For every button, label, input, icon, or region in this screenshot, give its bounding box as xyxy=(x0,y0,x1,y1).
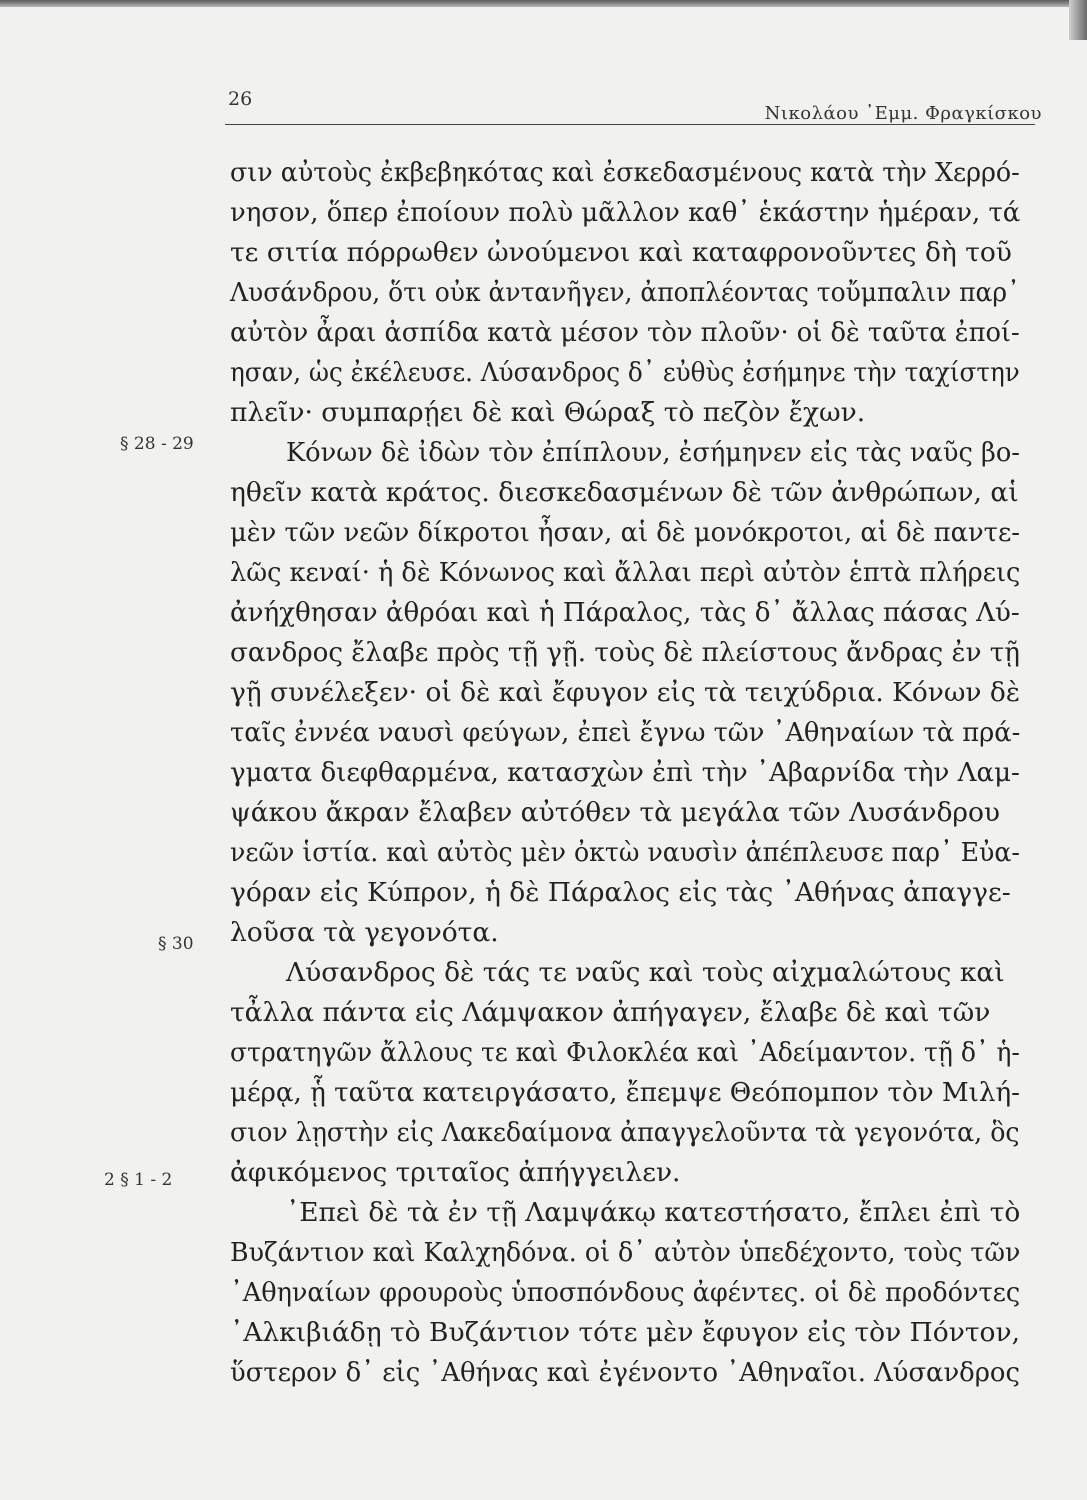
text-line: ταῖς ἐννέα ναυσὶ φεύγων, ἐπεὶ ἔγνω τῶν ᾽Αθηναίων τὰ πρά- xyxy=(230,717,1021,748)
text-line: πλεῖν· συμπαρῄει δὲ καὶ Θώραξ τὸ πεζὸν ἔχων. xyxy=(230,397,866,428)
page-number: 26 xyxy=(228,88,253,110)
text-line: σιον λῃστὴν εἰς Λακεδαίμονα ἀπαγγελοῦντα τὰ γεγονότα, ὃς xyxy=(230,1117,1020,1148)
running-head: Νικολάου ᾽Εμμ. Φραγκίσκου xyxy=(764,103,1042,124)
text-line: νεῶν ἱστία. καὶ αὐτὸς μὲν ὀκτὼ ναυσὶν ἀπέπλευσε παρ᾽ Εὐα- xyxy=(230,837,1020,868)
text-line: ψάκου ἄκραν ἔλαβεν αὐτόθεν τὰ μεγάλα τῶν Λυσάνδρου xyxy=(230,797,1001,828)
text-line: σανδρος ἔλαβε πρὸς τῇ γῇ. τοὺς δὲ πλείστους ἄνδρας ἐν τῇ xyxy=(230,637,1020,668)
text-line: ὕστερον δ᾽ εἰς ᾽Αθήνας καὶ ἐγένοντο ᾽Αθηναῖοι. Λύσανδρος xyxy=(230,1357,1020,1388)
text-line: ᾽Αλκιβιάδῃ τὸ Βυζάντιον τότε μὲν ἔφυγον εἰς τὸν Πόντον, xyxy=(230,1317,1020,1348)
text-line: ᾽Επεὶ δὲ τὰ ἐν τῇ Λαμψάκῳ κατεστήσατο, ἔπλει ἐπὶ τὸ xyxy=(286,1197,1021,1228)
text-line: Βυζάντιον καὶ Καλχηδόνα. οἱ δ᾽ αὐτὸν ὑπεδέχοντο, τοὺς τῶν xyxy=(230,1237,1021,1268)
scan-corner-shadow xyxy=(1069,0,1087,40)
section-marker: 2 § 1 - 2 xyxy=(104,1170,173,1190)
text-line: τἆλλα πάντα εἰς Λάμψακον ἀπήγαγεν, ἔλαβε δὲ καὶ τῶν xyxy=(230,997,991,1028)
text-line: ηθεῖν κατὰ κράτος. διεσκεδασμένων δὲ τῶν ἀνθρώπων, αἱ xyxy=(230,477,1019,508)
text-line: μὲν τῶν νεῶν δίκροτοι ἦσαν, αἱ δὲ μονόκροτοι, αἱ δὲ παντε- xyxy=(230,517,1021,548)
text-line: Κόνων δὲ ἰδὼν τὸν ἐπίπλουν, ἐσήμηνεν εἰς τὰς ναῦς βο- xyxy=(286,437,1020,468)
text-line: λοῦσα τὰ γεγονότα. xyxy=(230,917,499,948)
text-line: σιν αὐτοὺς ἐκβεβηκότας καὶ ἐσκεδασμένους κατὰ τὴν Χερρό- xyxy=(230,157,1020,188)
text-line: γματα διεφθαρμένα, κατασχὼν ἐπὶ τὴν ᾽Αβαρνίδα τὴν Λαμ- xyxy=(230,757,1020,788)
text-line: Λυσάνδρου, ὅτι οὐκ ἀντανῆγεν, ἀποπλέοντας τοὔμπαλιν παρ᾽ xyxy=(230,277,1020,308)
header-rule xyxy=(225,124,1035,125)
text-line: ᾽Αθηναίων φρουροὺς ὑποσπόνδους ἀφέντες. οἱ δὲ προδόντες xyxy=(230,1277,1021,1308)
text-line: Λύσανδρος δὲ τάς τε ναῦς καὶ τοὺς αἰχμαλώτους καὶ xyxy=(286,957,1005,988)
section-marker: § 28 - 29 xyxy=(120,434,194,454)
text-line: ἀφικόμενος τριταῖος ἀπήγγειλεν. xyxy=(230,1157,681,1188)
text-line: μέρᾳ, ᾗ ταῦτα κατειργάσατο, ἔπεμψε Θεόπομπον τὸν Μιλή- xyxy=(230,1077,1020,1108)
section-marker: § 30 xyxy=(158,934,194,954)
text-line: νησον, ὅπερ ἐποίουν πολὺ μᾶλλον καθ᾽ ἑκάστην ἡμέραν, τά xyxy=(230,197,1021,228)
text-line: γόραν εἰς Κύπρον, ἡ δὲ Πάραλος εἰς τὰς ᾽Αθήνας ἀπαγγε- xyxy=(230,877,1011,908)
text-line: τε σιτία πόρρωθεν ὠνούμενοι καὶ καταφρονοῦντες δὴ τοῦ xyxy=(230,237,1012,268)
text-line: στρατηγῶν ἄλλους τε καὶ Φιλοκλέα καὶ ᾽Αδείμαντον. τῇ δ᾽ ἡ- xyxy=(230,1037,1020,1068)
text-line: ησαν, ὡς ἐκέλευσε. Λύσανδρος δ᾽ εὐθὺς ἐσήμηνε τὴν ταχίστην xyxy=(230,357,1020,388)
text-line: λῶς κεναί· ἡ δὲ Κόνωνος καὶ ἄλλαι περὶ αὐτὸν ἑπτὰ πλήρεις xyxy=(230,557,1021,588)
text-line: ἀνήχθησαν ἀθρόαι καὶ ἡ Πάραλος, τὰς δ᾽ ἄλλας πάσας Λύ- xyxy=(230,597,1020,628)
text-line: γῇ συνέλεξεν· οἱ δὲ καὶ ἔφυγον εἰς τὰ τειχύδρια. Κόνων δὲ xyxy=(230,677,1021,708)
scan-top-edge xyxy=(0,0,1087,7)
text-line: αὐτὸν ἆραι ἀσπίδα κατὰ μέσον τὸν πλοῦν· οἱ δὲ ταῦτα ἐποί- xyxy=(230,317,1020,348)
